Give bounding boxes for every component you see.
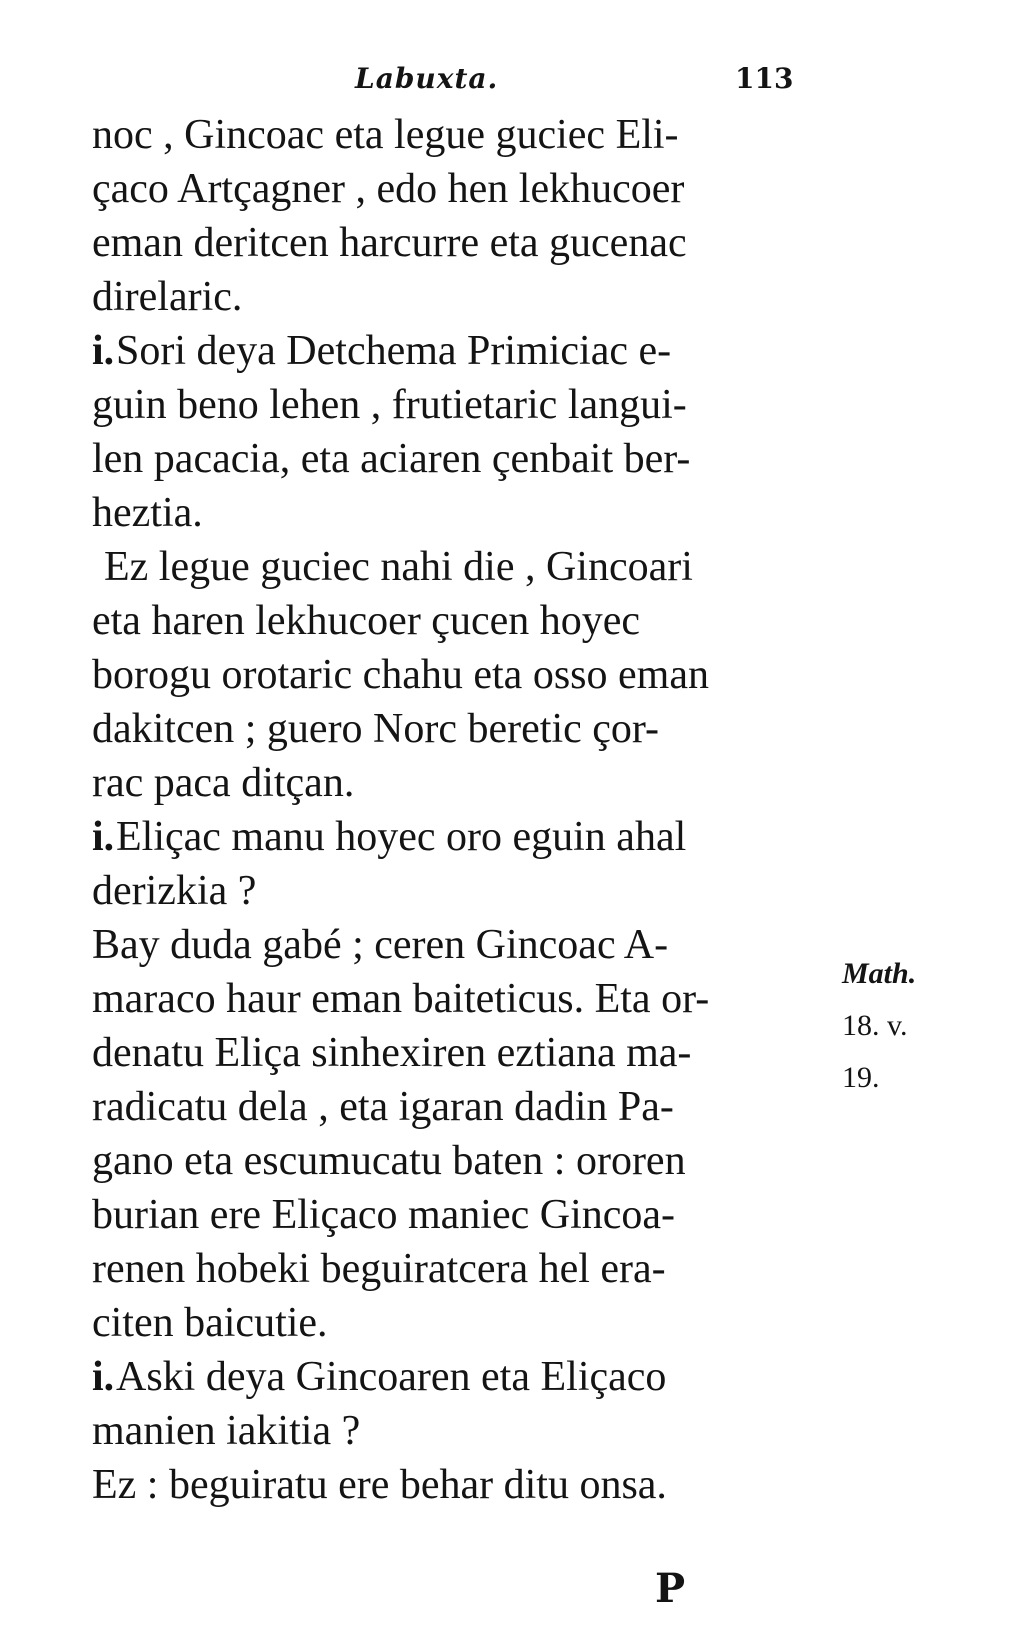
text-line: heztia. <box>92 490 203 536</box>
question-line <box>92 324 822 378</box>
text-line: Eliçac manu hoyec oro eguin ahal <box>116 814 687 860</box>
text-line: radicatu dela , eta igaran dadin Pa- <box>92 1084 674 1130</box>
question-line <box>92 1350 822 1404</box>
body-text <box>92 108 822 1512</box>
page-number: 113 <box>735 62 794 95</box>
text-line: çaco Artçagner , edo hen lekhucoer <box>92 166 685 212</box>
text-line: manien iakitia ? <box>92 1408 361 1454</box>
text-line: gano eta escumucatu baten : ororen <box>92 1138 686 1184</box>
text-line: direlaric. <box>92 274 243 320</box>
text-line: eman deritcen harcurre eta gucenac <box>92 220 687 266</box>
signature-mark: P <box>655 1565 686 1612</box>
text-line: eta haren lekhucoer çucen hoyec <box>92 598 641 644</box>
text-line: noc , Gincoac eta legue guciec Eli- <box>92 112 679 158</box>
question-marker: i. <box>92 1354 115 1400</box>
text-line: Sori deya Detchema Primiciac e- <box>116 328 672 374</box>
question-marker: i. <box>92 328 115 374</box>
text-line: citen baicutie. <box>92 1300 328 1346</box>
text-line: rac paca ditçan. <box>92 760 355 806</box>
reference-chapter: 18. v. <box>842 1009 908 1042</box>
text-line: denatu Eliça sinhexiren eztiana ma- <box>92 1030 692 1076</box>
running-title: Labuxta. <box>355 62 499 95</box>
margin-note-reference <box>842 948 916 1104</box>
text-line: burian ere Eliçaco maniec Gincoa- <box>92 1192 676 1238</box>
text-line: Ez : beguiratu ere behar ditu onsa. <box>92 1462 667 1508</box>
question-marker: i. <box>92 814 115 860</box>
reference-book: Math. <box>842 957 917 990</box>
text-line: borogu orotaric chahu eta osso eman <box>92 652 709 698</box>
question-line <box>92 810 822 864</box>
text-line: maraco haur eman baiteticus. Eta or- <box>92 976 710 1022</box>
reference-verse: 19. <box>842 1061 880 1094</box>
text-line: len pacacia, eta aciaren çenbait ber- <box>92 436 691 482</box>
text-line: guin beno lehen , frutietaric langui- <box>92 382 687 428</box>
text-line: Ez legue guciec nahi die , Gincoari <box>104 544 693 590</box>
text-line: derizkia ? <box>92 868 257 914</box>
text-line: Bay duda gabé ; ceren Gincoac A- <box>92 922 669 968</box>
text-line: renen hobeki beguiratcera hel era- <box>92 1246 666 1292</box>
text-line: dakitcen ; guero Norc beretic çor- <box>92 706 660 752</box>
text-line: Aski deya Gincoaren eta Eliçaco <box>116 1354 667 1400</box>
